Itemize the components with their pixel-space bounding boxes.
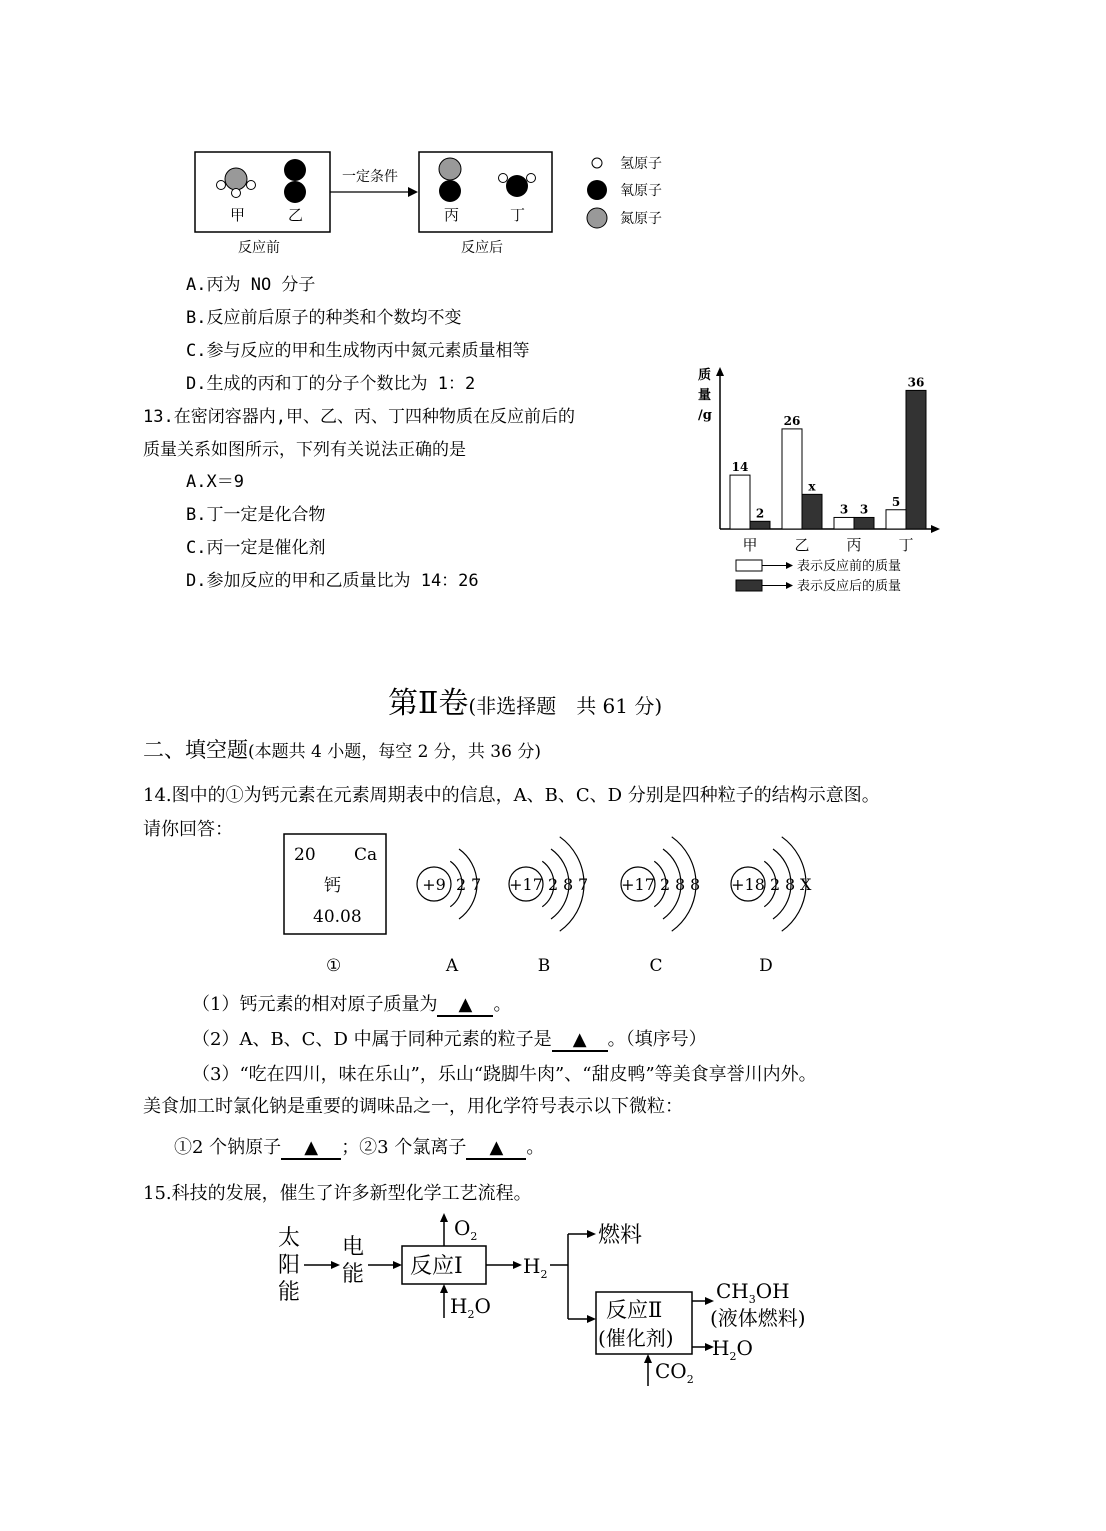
bars-group [730, 375, 926, 554]
electric-char-1: 电 [342, 1235, 365, 1260]
shell-electron-count: 8 [675, 875, 686, 894]
hydrogen-atom-icon [217, 181, 226, 190]
shell-electron-count: 8 [563, 875, 574, 894]
shell-electron-count: 7 [471, 875, 482, 894]
shell-electron-count: 8 [785, 875, 796, 894]
hydrogen-atom-icon [232, 189, 241, 198]
legend-before-swatch [736, 560, 762, 571]
o2-output: $O_2$ [454, 1216, 478, 1243]
y-label-part2: 量 [698, 388, 712, 403]
label-jia: 甲 [230, 206, 246, 224]
q14-sub2-text: （2）A、B、C、D 中属于同种元素的粒子是 [192, 1029, 552, 1050]
legend-after-swatch [736, 580, 762, 591]
bar-before [834, 517, 854, 529]
reaction2-label: 反应Ⅱ [606, 1298, 663, 1322]
nucleus-charge: +17 [509, 875, 543, 894]
answer-blank[interactable]: ▲ [281, 1137, 341, 1160]
legend-oxygen: 氧原子 [620, 183, 662, 199]
heading-main: 二、填空题 [143, 738, 248, 762]
bar-before [886, 510, 906, 529]
q14-sub1 [192, 990, 511, 1017]
nucleus-charge: +18 [731, 875, 765, 894]
q12-option-d: D.生成的丙和丁的分子个数比为 1：2 [186, 374, 476, 394]
solar-char-3: 能 [278, 1280, 301, 1305]
bar-value-label: 3 [859, 502, 869, 517]
before-box [195, 152, 330, 232]
fuel-label: 燃料 [598, 1223, 643, 1248]
y-axis-arrow-icon [716, 367, 724, 376]
arrow-label: 一定条件 [342, 169, 398, 185]
chart-legend [736, 558, 901, 594]
arrow-head-icon [513, 1261, 522, 1269]
liquid-fuel-label: (液体燃料) [710, 1306, 806, 1330]
q13-option-d: D.参加反应的甲和乙质量比为 14：26 [186, 571, 479, 591]
arrow-head-icon [644, 1354, 652, 1363]
heading-sub: (本题共 4 小题，每空 2 分，共 36 分) [248, 742, 541, 762]
atom-structure-diagram [280, 820, 840, 980]
q13-option-b: B.丁一定是化合物 [186, 505, 326, 525]
label-bing: 丙 [444, 206, 460, 224]
answer-blank[interactable]: ▲ [437, 994, 493, 1017]
shell-electron-count: 2 [548, 875, 559, 894]
element-name: 钙 [324, 876, 341, 896]
hydrogen-atom-icon [499, 174, 508, 183]
category-label: 乙 [794, 536, 810, 554]
fill-blank-heading [143, 734, 541, 764]
bar-before [782, 429, 802, 529]
q14-stem-line2: 请你回答： [143, 819, 233, 840]
category-label: 甲 [742, 536, 758, 554]
element-number: 20 [294, 845, 316, 865]
answer-blank[interactable]: ▲ [552, 1029, 608, 1052]
solar-char-2: 阳 [278, 1253, 301, 1278]
h2-product: $H_2$ [523, 1254, 548, 1281]
q14-stem-line1: 14.图中的①为钙元素在元素周期表中的信息，A、B、C、D 分别是四种粒子的结构示意图。 [143, 785, 880, 806]
legend-arrow-icon [786, 582, 793, 589]
co2-input: $CO_2$ [655, 1359, 694, 1386]
hydrogen-atom-icon [247, 181, 256, 190]
particle-label: C [649, 956, 663, 976]
category-label: 丙 [846, 536, 862, 554]
arrow-head-icon [705, 1297, 714, 1305]
q14-sub3-item1: ①2 个钠原子 [174, 1137, 282, 1158]
legend-before-label: 表示反应前的质量 [797, 559, 902, 574]
oxygen-atom-icon [284, 159, 306, 181]
bar-value-label: 26 [783, 413, 801, 428]
after-box [419, 152, 552, 232]
caption-after: 反应后 [461, 240, 503, 256]
reaction1-label: 反应Ⅰ [410, 1254, 463, 1279]
section-title [388, 678, 662, 722]
shell-electron-count: 7 [578, 875, 589, 894]
q14-sub3-items [174, 1133, 544, 1160]
answer-blank[interactable]: ▲ [466, 1137, 526, 1160]
arrow-head-icon [587, 1315, 596, 1323]
label-ding: 丁 [510, 206, 526, 224]
y-label-part1: 质 [698, 368, 712, 383]
q14-sub2 [192, 1025, 707, 1052]
q14-sub3-line1: （3）“吃在四川，味在乐山”，乐山“跷脚牛肉”、“甜皮鸭”等美食享誉川内外。 [192, 1064, 817, 1085]
bar-value-label: 3 [839, 502, 849, 517]
bar-value-label: 5 [891, 494, 901, 509]
electric-char-2: 能 [342, 1262, 365, 1287]
q13-option-a: A.X＝9 [186, 472, 244, 492]
particle-label: D [759, 956, 773, 976]
oxygen-atom-icon [284, 181, 306, 203]
bar-after [802, 494, 822, 529]
label-yi: 乙 [288, 206, 304, 224]
element-card-label: ① [326, 956, 342, 976]
nitrogen-atom-icon [439, 158, 461, 180]
x-axis-arrow-icon [931, 525, 940, 533]
h2o-input: $H_2O$ [450, 1294, 491, 1321]
bar-value-label: 14 [731, 460, 749, 475]
bar-after [906, 390, 926, 529]
y-label-part3: /g [698, 408, 712, 423]
reaction-diagram [190, 145, 690, 265]
nitrogen-atom-icon [225, 168, 247, 190]
arrow-head-icon [440, 1284, 448, 1293]
particles-group [417, 837, 812, 976]
bar-value-label: 2 [755, 506, 765, 521]
arrow-head-icon [393, 1261, 402, 1269]
q14-sub1-end: 。 [493, 994, 512, 1015]
bar-before [730, 475, 750, 529]
solar-char-1: 太 [278, 1226, 301, 1251]
q12-option-a: A.丙为 NO 分子 [186, 275, 316, 295]
process-flow-diagram [270, 1210, 840, 1390]
q14-sub2-end: 。（填序号） [607, 1029, 707, 1050]
bar-after [854, 517, 874, 529]
arrow-head-icon [440, 1213, 448, 1222]
nucleus-charge: +9 [422, 875, 446, 894]
bar-after [750, 521, 770, 529]
section-title-main: 第Ⅱ卷 [388, 686, 469, 721]
q12-option-c: C.参与反应的甲和生成物丙中氮元素质量相等 [186, 341, 530, 361]
legend-after-label: 表示反应后的质量 [797, 579, 902, 594]
q14-sub3-sep: ；②3 个氯离子 [341, 1137, 467, 1158]
q14-sub3-end: 。 [526, 1137, 545, 1158]
mass-bar-chart [690, 355, 950, 600]
shell-electron-count: 2 [660, 875, 671, 894]
legend-nitrogen: 氮原子 [620, 211, 662, 227]
oxygen-atom-icon [506, 175, 528, 197]
q13-stem-line1: 13.在密闭容器内,甲、乙、丙、丁四种物质在反应前后的 [143, 407, 575, 427]
legend-nitrogen-icon [587, 208, 607, 228]
q15-stem: 15.科技的发展，催生了许多新型化学工艺流程。 [143, 1183, 532, 1204]
shell-electron-count: 2 [770, 875, 781, 894]
particle-label: B [537, 956, 551, 976]
q13-option-c: C.丙一定是催化剂 [186, 538, 326, 558]
h2o-output: $H_2O$ [712, 1336, 753, 1363]
q14-sub1-text: （1）钙元素的相对原子质量为 [192, 994, 438, 1015]
arrow-head-icon [408, 187, 418, 197]
arrow-head-icon [331, 1261, 340, 1269]
section-title-sub: (非选择题 共 61 分) [468, 694, 663, 718]
arrow-head-icon [587, 1230, 596, 1238]
q13-stem-line2: 质量关系如图所示，下列有关说法正确的是 [143, 440, 466, 460]
nucleus-charge: +17 [621, 875, 655, 894]
shell-electron-count: 8 [690, 875, 701, 894]
legend-hydrogen-icon [592, 158, 602, 168]
shell-electron-count: X [800, 875, 812, 894]
hydrogen-atom-icon [527, 174, 536, 183]
q14-sub3-line2: 美食加工时氯化钠是重要的调味品之一，用化学符号表示以下微粒： [143, 1096, 683, 1117]
legend-arrow-icon [786, 562, 793, 569]
particle-label: A [445, 956, 459, 976]
shell-electron-count: 2 [456, 875, 467, 894]
bar-value-label: x [808, 479, 816, 494]
element-mass: 40.08 [313, 907, 362, 927]
oxygen-atom-icon [439, 180, 461, 202]
reaction2-catalyst: (催化剂) [598, 1326, 674, 1350]
element-symbol: Ca [354, 845, 378, 865]
q12-option-b: B.反应前后原子的种类和个数均不变 [186, 308, 462, 328]
legend-hydrogen: 氢原子 [620, 156, 662, 172]
bar-value-label: 36 [907, 375, 925, 390]
caption-before: 反应前 [238, 240, 280, 256]
category-label: 丁 [898, 536, 914, 554]
legend-oxygen-icon [587, 180, 607, 200]
ch3oh-product: $CH_3OH$ [716, 1279, 790, 1306]
